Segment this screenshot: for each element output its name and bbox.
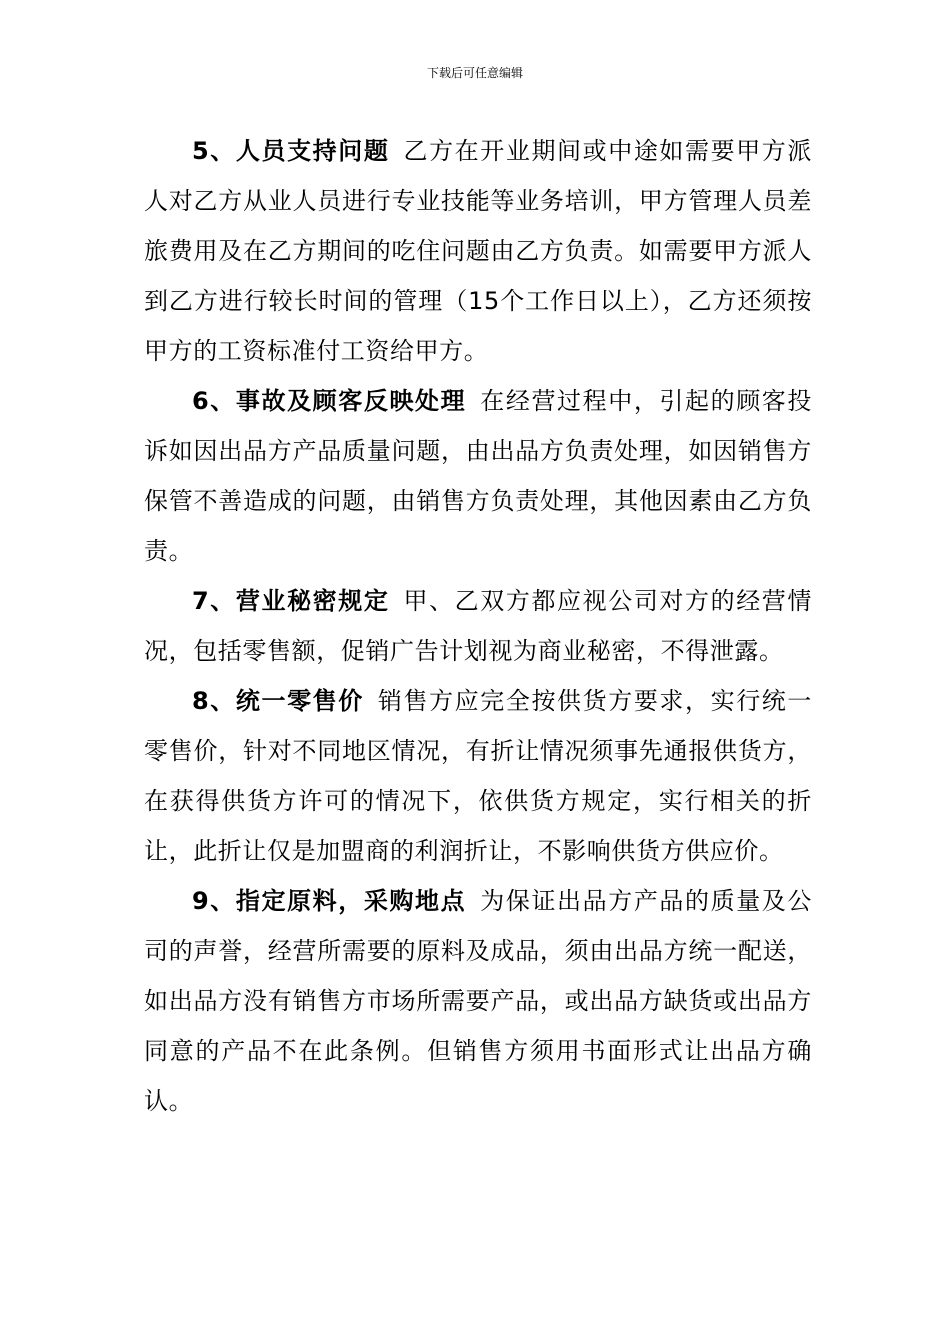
clause-5-title: 5、人员支持问题 (192, 137, 390, 165)
clause-5-body: 乙方在开业期间或中途如需要甲方派人对乙方从业人员进行专业技能等业务培训，甲方管理人员差旅费用及在乙方期间的吃住问题由乙方负责。如需要甲方派人到乙方进行较长时间的管理（15个工作日以上），乙方还须按甲方的工资标准付工资给甲方。 (144, 137, 812, 365)
clause-7 (144, 576, 812, 676)
clause-8-title: 8、统一零售价 (192, 687, 364, 715)
clause-9-body: 为保证出品方产品的质量及公司的声誉，经营所需要的原料及成品，须由出品方统一配送，如出品方没有销售方市场所需要产品，或出品方缺货或出品方同意的产品不在此条例。但销售方须用书面形式让出品方确认。 (144, 887, 812, 1115)
clause-9 (144, 876, 812, 1126)
document-body (144, 126, 812, 1126)
clause-8-body: 销售方应完全按供货方要求，实行统一零售价，针对不同地区情况，有折让情况须事先通报供货方，在获得供货方许可的情况下，依供货方规定，实行相关的折让，此折让仅是加盟商的利润折让，不影响供货方供应价。 (144, 687, 812, 865)
clause-5 (144, 126, 812, 376)
clause-7-body: 甲、乙双方都应视公司对方的经营情况，包括零售额，促销广告计划视为商业秘密，不得泄露。 (144, 587, 812, 665)
clause-6-title: 6、事故及顾客反映处理 (192, 387, 467, 415)
page-header-note: 下载后可任意编辑 (426, 66, 523, 80)
clause-9-title: 9、指定原料，采购地点 (192, 887, 467, 915)
clause-6-body: 在经营过程中，引起的顾客投诉如因出品方产品质量问题，由出品方负责处理，如因销售方保管不善造成的问题，由销售方负责处理，其他因素由乙方负责。 (144, 387, 812, 565)
clause-8 (144, 676, 812, 876)
clause-7-title: 7、营业秘密规定 (192, 587, 390, 615)
clause-6 (144, 376, 812, 576)
